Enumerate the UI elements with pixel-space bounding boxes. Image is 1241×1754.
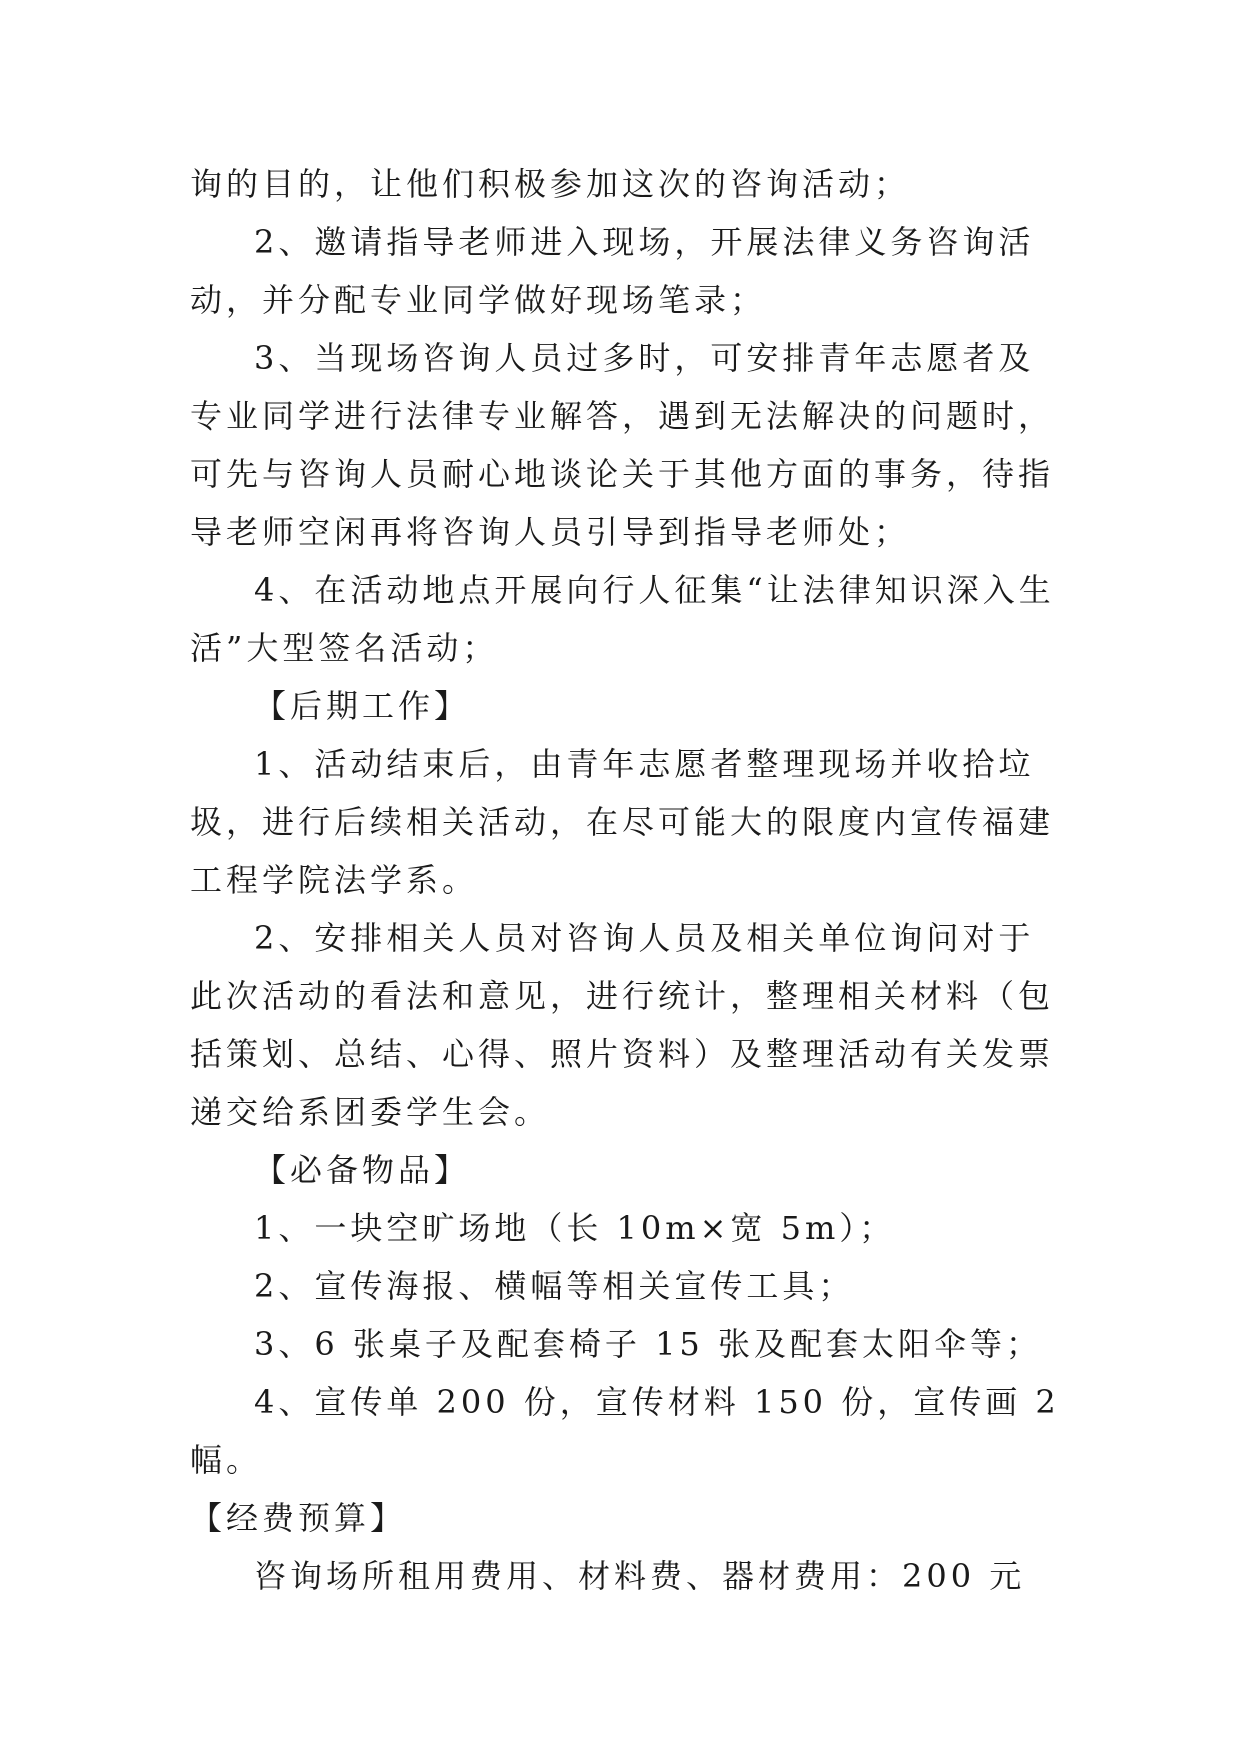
paragraph-budget: 咨询场所租用费用、材料费、器材费用：200 元 [254,1557,1026,1595]
paragraph-item-2: 2、邀请指导老师进入现场，开展法律义务咨询活动，并分配专业同学做好现场笔录； [190,223,1035,319]
document-body [190,155,1070,1605]
paragraph-continuation: 询的目的，让他们积极参加这次的咨询活动； [190,165,911,203]
paragraph-item-3: 3、当现场咨询人员过多时，可安排青年志愿者及专业同学进行法律专业解答，遇到无法解决的问题时，可先与咨询人员耐心地谈论关于其他方面的事务，待指导老师空闲再将咨询人员引导到指导老师处； [190,339,1055,551]
paragraph-later-1: 1、活动结束后，由青年志愿者整理现场并收拾垃圾，进行后续相关活动，在尽可能大的限度内宣传福建工程学院法学系。 [190,745,1055,899]
section-heading-budget: 【经费预算】 [190,1499,407,1537]
section-heading-supplies: 【必备物品】 [254,1151,471,1189]
paragraph-supply-3: 3、6 张桌子及配套椅子 15 张及配套太阳伞等； [254,1325,1042,1363]
paragraph-supply-2: 2、宣传海报、横幅等相关宣传工具； [254,1267,855,1305]
paragraph-item-4: 4、在活动地点开展向行人征集“让法律知识深入生活”大型签名活动； [190,571,1055,667]
paragraph-later-2: 2、安排相关人员对咨询人员及相关单位询问对于此次活动的看法和意见，进行统计，整理相关材料（包括策划、总结、心得、照片资料）及整理活动有关发票递交给系团委学生会。 [190,919,1055,1131]
section-heading-later-work: 【后期工作】 [254,687,471,725]
paragraph-supply-1: 1、一块空旷场地（长 10m×宽 5m）； [254,1209,896,1247]
paragraph-supply-4: 4、宣传单 200 份，宣传材料 150 份，宣传画 2 幅。 [190,1383,1060,1479]
